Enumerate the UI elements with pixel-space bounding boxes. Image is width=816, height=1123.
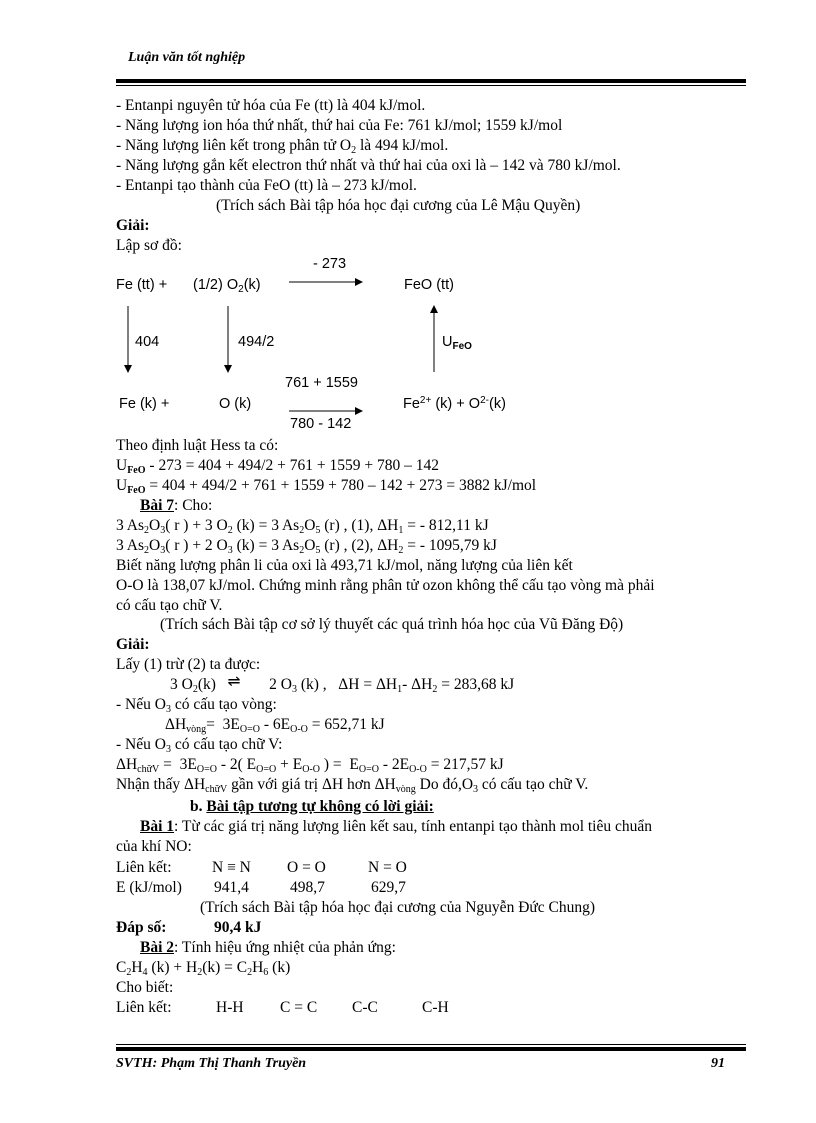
ozone-reaction: 3 $O_2(k)$ ⇌ 2 $O_3$ (k) , $\Delta H = \Delta H_1-$ $\Delta H_2 = 283,68$ kJ <box>170 673 515 695</box>
lap-so-do: Lập sơ đồ: <box>116 237 182 254</box>
bond-nn: N ≡ N <box>212 859 251 876</box>
nhan-thay-line: Nhận thấy $\Delta H_{chữV}$ gần với giá trị ΔH hơn $\Delta H_{vòng}$ Do $đó,O_3$ có cấu tạo chữ V. <box>116 776 589 795</box>
giai-heading: Giải: <box>116 217 150 234</box>
bond-cc-double: C = C <box>280 999 318 1016</box>
u-line-1: $U_{FeO} - 273 = 404 + 494/2 + 761 + 1559 + 780 - 142$ <box>116 457 439 476</box>
header-title: Luận văn tốt nghiệp <box>128 50 246 65</box>
footer-rule-thin <box>116 1044 746 1045</box>
dap-so-value: 90,4 kJ <box>214 919 262 936</box>
table-e-label: E (kJ/mol) <box>116 879 182 896</box>
bond-hh: H-H <box>216 999 244 1016</box>
footer-page-number: 91 <box>711 1056 725 1071</box>
biet-line: Biết năng lượng phân li của oxi là 493,71 kJ/mol, năng lượng của liên kết <box>116 557 573 574</box>
intro-line-3: - Năng lượng liên kết trong phân tử $O_2$ là 494 kJ/mol. <box>116 137 449 156</box>
bai2-line: Bài 2: Tính hiệu ứng nhiệt của phản ứng: <box>140 939 396 956</box>
bai2-reaction: $C_2H_4$ $(k) + H_2(k) = C_2H_6$ (k) <box>116 959 291 978</box>
dap-so-label: Đáp số: <box>116 919 167 936</box>
label-494: 494/2 <box>238 334 275 350</box>
arrow-top-label: - 273 <box>313 256 347 272</box>
source-citation-3: (Trích sách Bài tập hóa học đại cương của Nguyễn Đức Chung) <box>200 899 596 916</box>
fe-tt: Fe (tt) + <box>116 277 168 293</box>
value-nn: 941,4 <box>214 879 249 896</box>
intro-line-1: - Entanpi nguyên tử hóa của Fe (tt) là 404 kJ/mol. <box>116 97 426 114</box>
neu-v-line: - Nếu $O_3$ có cấu tạo chữ V: <box>116 736 283 755</box>
source-citation-1: (Trích sách Bài tập hóa học đại cương của Lê Mậu Quyền) <box>216 197 581 214</box>
bond-ch: C-H <box>422 999 449 1016</box>
neu-vong-line: - Nếu $O_3$ có cấu tạo vòng: <box>116 696 277 715</box>
oo-line: O-O là 138,07 kJ/mol. Chứng minh rằng phân tử ozon không thể cấu tạo vòng mà phải <box>116 577 655 594</box>
bond-no: N = O <box>368 859 407 876</box>
dh-vong-line: $\Delta H_{vòng}= 3E_{O=O} - 6E_{O-O} = 652,71$ kJ <box>165 716 385 735</box>
mid-bottom-label: 780 - 142 <box>290 416 352 432</box>
intro-line-5: - Entanpi tạo thành của FeO (tt) là – 273 kJ/mol. <box>116 177 417 194</box>
dh-v-line: $\Delta H_{chữV} = 3E_{O=O} - 2$( $E_{O=O} + E_{O-O}$ ) = $E_{O=O} - 2E_{O-O} = 217,57$ kJ <box>116 756 504 775</box>
giai-heading-2: Giải: <box>116 636 150 653</box>
bai1-cont: của khí NO: <box>116 838 192 855</box>
feo-tt: FeO (tt) <box>404 277 454 293</box>
footer-rule <box>116 1047 746 1051</box>
lay-line: Lấy (1) trừ (2) ta được: <box>116 656 261 673</box>
value-oo: 498,7 <box>290 879 325 896</box>
section-b-heading: b. Bài tập tương tự không có lời giải: <box>190 798 434 815</box>
ions: $Fe^{2+}$ $(k) + O^{2-}(k)$ <box>403 395 506 412</box>
coct-line: có cấu tạo chữ V. <box>116 597 223 614</box>
bond-oo: O = O <box>287 859 326 876</box>
label-404: 404 <box>135 334 160 350</box>
bond-cc: C-C <box>352 999 378 1016</box>
intro-line-2: - Năng lượng ion hóa thứ nhất, thứ hai của Fe: 761 kJ/mol; 1559 kJ/mol <box>116 117 563 134</box>
hess-line: Theo định luật Hess ta có: <box>116 437 279 454</box>
value-no: 629,7 <box>371 879 406 896</box>
table-row-label: Liên kết: <box>116 859 172 876</box>
intro-line-4: - Năng lượng gắn kết electron thứ nhất và thứ hai của oxi là – 142 và 780 kJ/mol. <box>116 157 621 174</box>
u-line-2: $U_{FeO} = 404 + 494/2 + 761 + 1559 + 780 - 142 + 273 = 3882$ kJ/mol <box>116 477 537 496</box>
bai7-heading: Bài 7: Cho: <box>140 497 213 514</box>
footer-author: SVTH: Phạm Thị Thanh Truyền <box>116 1056 307 1071</box>
o-k: O (k) <box>219 396 252 412</box>
equation-2: 3 $As_2O_3$( r ) + 2 $O_3$ (k) = 3 $As_2O_5$ (r) , (2), $\Delta H_2$ = - 1095,79 kJ <box>116 537 497 556</box>
equation-1: 3 $As_2O_3$( r ) + 3 $O_2$ (k) = 3 $As_2O_5$ (r) , (1), $\Delta H_1$ = - 812,11 kJ <box>116 517 489 536</box>
mid-top-label: 761 + 1559 <box>285 375 358 391</box>
half-o2: (1/2) $O_2(k)$ <box>193 277 261 295</box>
fe-k: Fe (k) + <box>119 396 170 412</box>
cho-biet: Cho biết: <box>116 979 174 996</box>
table2-row-label: Liên kết: <box>116 999 172 1016</box>
label-ufeo: $U_{FeO}$ <box>442 334 472 352</box>
bai1-line: Bài 1: Từ các giá trị năng lượng liên kết sau, tính entanpi tạo thành mol tiêu chuẩn <box>140 818 652 835</box>
source-citation-2: (Trích sách Bài tập cơ sở lý thuyết các quá trình hóa học của Vũ Đăng Độ) <box>160 616 624 633</box>
